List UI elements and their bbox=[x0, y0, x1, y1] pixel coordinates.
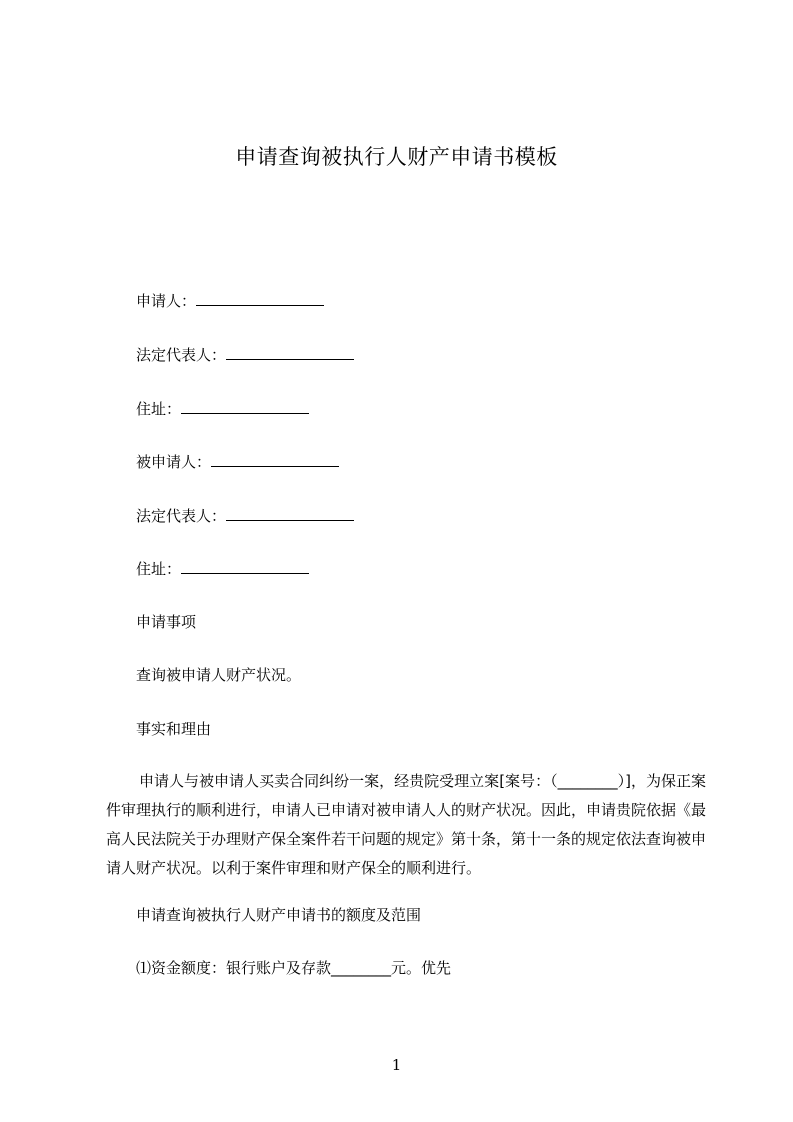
scope-item-1: ⑴资金额度：银行账户及存款________元。优先 bbox=[136, 959, 452, 977]
respondent-address-blank bbox=[181, 558, 309, 574]
applicant-address-label: 住址： bbox=[136, 400, 182, 418]
respondent-address-label: 住址： bbox=[136, 560, 182, 578]
respondent-rep-blank bbox=[226, 505, 354, 521]
respondent-field bbox=[136, 451, 339, 473]
facts-paragraph: 申请人与被申请人买卖合同纠纷一案，经贵院受理立案[案号：（________）]，为保正案件审理执行的顺利进行，申请人已申请对被申请人人的财产状况。因此，申请贵院依据《最高人民法院关于办理财产保全案件若干问题的规定》第十条，第十一条的规定依法查询被申请人财产状况。以利于案件审理和财产保全的顺利进行。 bbox=[106, 772, 707, 877]
facts-heading: 事实和理由 bbox=[136, 720, 212, 738]
applicant-label: 申请人： bbox=[136, 292, 197, 310]
respondent-address-field bbox=[136, 558, 309, 580]
applicant-address-blank bbox=[181, 398, 309, 414]
respondent-label: 被申请人： bbox=[136, 453, 212, 471]
respondent-rep-label: 法定代表人： bbox=[136, 507, 227, 525]
scope-heading: 申请查询被执行人财产申请书的额度及范围 bbox=[136, 906, 422, 924]
applicant-rep-blank bbox=[226, 344, 354, 360]
applicant-blank bbox=[196, 290, 324, 306]
applicant-rep-label: 法定代表人： bbox=[136, 346, 227, 364]
page-number: 1 bbox=[391, 1056, 402, 1074]
applicant-address-field bbox=[136, 398, 309, 420]
applicant-rep-field bbox=[136, 344, 354, 366]
request-text: 查询被申请人财产状况。 bbox=[136, 666, 302, 684]
applicant-field bbox=[136, 290, 324, 312]
document-title: 申请查询被执行人财产申请书模板 bbox=[235, 145, 558, 169]
respondent-rep-field bbox=[136, 505, 354, 527]
request-heading: 申请事项 bbox=[136, 613, 197, 631]
respondent-blank bbox=[211, 451, 339, 467]
